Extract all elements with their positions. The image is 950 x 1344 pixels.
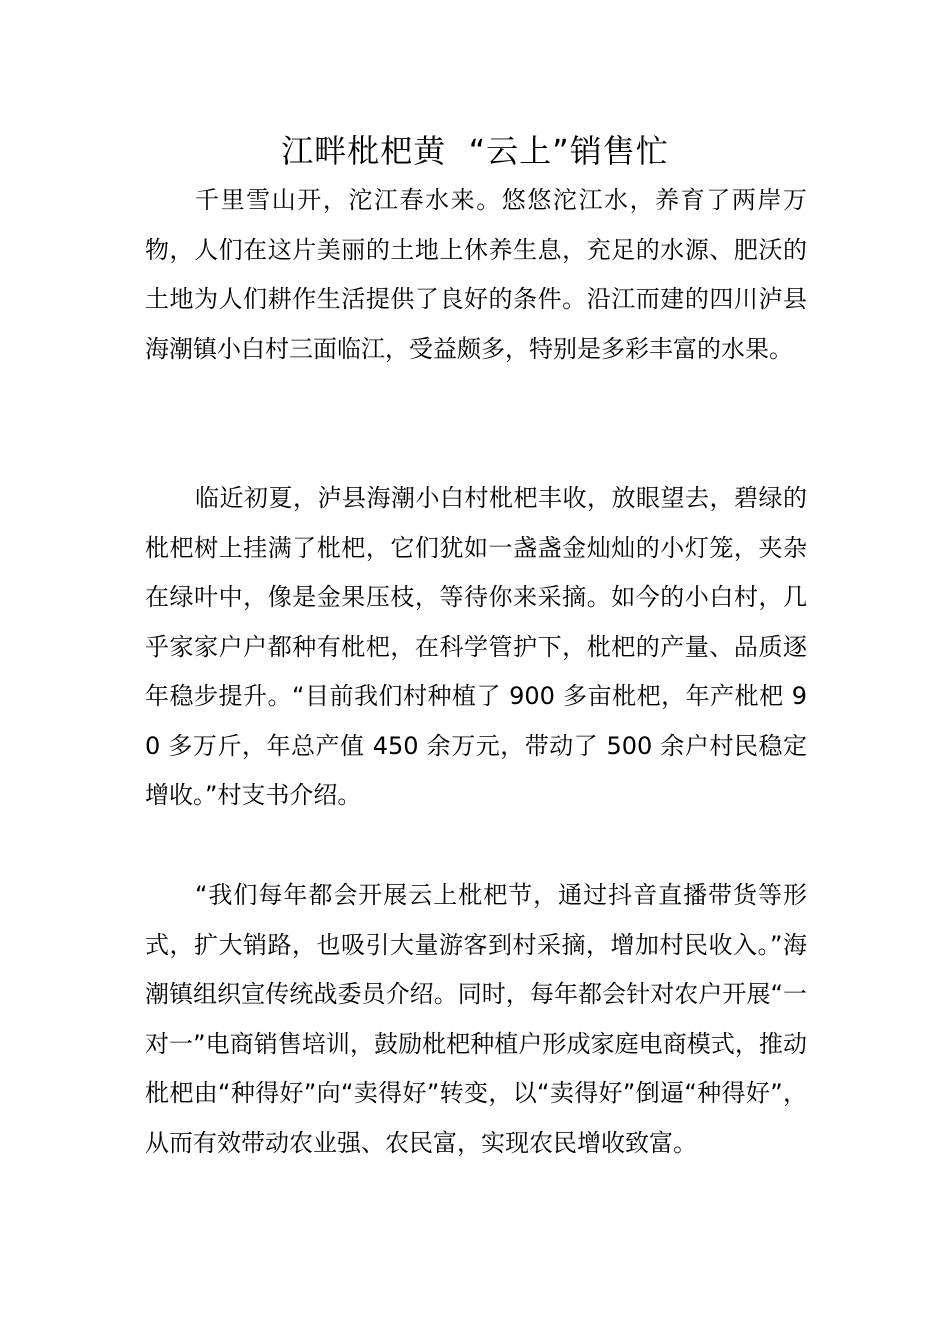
document-title: 江畔枇杷黄 “云上”销售忙 xyxy=(281,132,669,170)
paragraph-intro: 千里雪山开，沱江春水来。悠悠沱江水，养育了两岸万物，人们在这片美丽的土地上休养生息，充足的水源、肥沃的土地为人们耕作生活提供了良好的条件。沿江而建的四川泸县海潮镇小白村三面临江，受益颇多，特别是多彩丰富的水果。 xyxy=(145,186,807,363)
paragraph-harvest: 临近初夏，泸县海潮小白村枇杷丰收，放眼望去，碧绿的枇杷树上挂满了枇杷，它们犹如一盏盏金灿灿的小灯笼，夹杂在绿叶中，像是金果压枝，等待你来采摘。如今的小白村，几乎家家户户都种有枇杷，在科学管护下，枇杷的产量、品质逐年稳步提升。“目前我们村种植了 900 多亩枇杷，年产枇杷 90 多万斤，年总产值 450 余万元，带动了 500 余户村民稳定增收。”村支书介绍。 xyxy=(145,484,807,809)
paragraph-ecommerce: “我们每年都会开展云上枇杷节，通过抖音直播带货等形式，扩大销路，也吸引大量游客到村采摘，增加村民收入。”海潮镇组织宣传统战委员介绍。同时，每年都会针对农户开展“一对一”电商销售培训，鼓励枇杷种植户形成家庭电商模式，推动枇杷由“种得好”向“卖得好”转变，以“卖得好”倒逼“种得好”，从而有效带动农业强、农民富，实现农民增收致富。 xyxy=(145,881,807,1157)
